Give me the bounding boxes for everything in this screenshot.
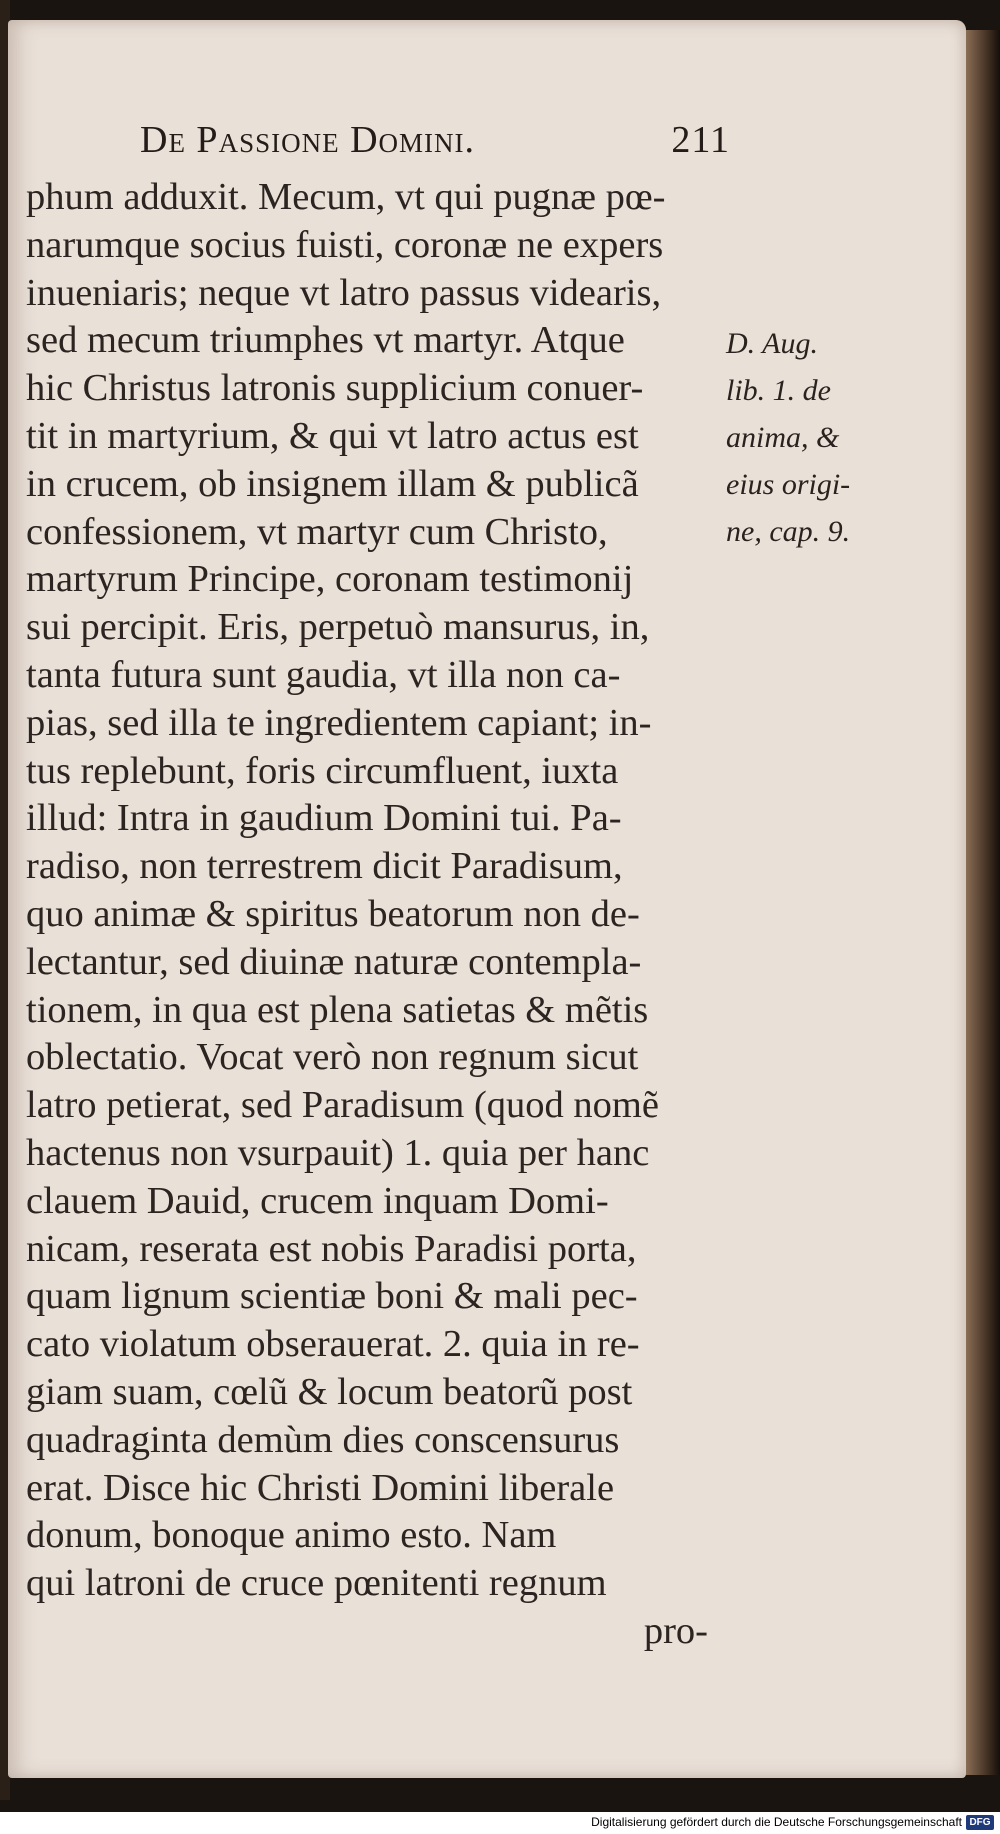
footer-bar [0, 1812, 1000, 1834]
text-line: oblectatio. Vocat verò non regnum sicut [26, 1036, 639, 1079]
text-line: qui latroni de cruce pœnitenti regnum [26, 1562, 607, 1605]
text-line: clauem Dauid, crucem inquam Domi- [26, 1179, 609, 1222]
text-line: in crucem, ob insignem illam & publicã [26, 462, 639, 505]
text-line: quadraginta demùm dies conscensurus [26, 1418, 620, 1461]
marginal-note-line: lib. 1. de [726, 374, 831, 407]
text-line: latro petierat, sed Paradisum (quod nomẽ [26, 1084, 659, 1127]
text-line: tus replebunt, foris circumfluent, iuxta [26, 749, 619, 792]
body-text [26, 174, 730, 1656]
text-line: radiso, non terrestrem dicit Paradisum, [26, 845, 623, 888]
marginal-note-line: D. Aug. [726, 327, 818, 360]
text-line: quo animæ & spiritus beatorum non de- [26, 892, 640, 935]
text-line: giam suam, cœlũ & locum beatorũ post [26, 1370, 633, 1413]
text-line: nicam, reserata est nobis Paradisi porta, [26, 1227, 637, 1270]
marginal-note-line: anima, & [726, 421, 840, 454]
text-line: sed mecum triumphes vt martyr. Atque [26, 319, 625, 362]
marginal-note-line: ne, cap. 9. [726, 515, 851, 548]
text-line: phum adduxit. Mecum, vt qui pugnæ pœ- [26, 176, 666, 218]
text-line: lectantur, sed diuinæ naturæ contempla- [26, 940, 642, 983]
text-line: donum, bonoque animo esto. Nam [26, 1514, 557, 1557]
digitization-credit: Digitalisierung gefördert durch die Deutsche Forschungsgemeinschaft [591, 1815, 962, 1829]
dfg-logo: DFG [966, 1815, 994, 1830]
text-line: narumque socius fuisti, coronæ ne expers [26, 223, 664, 266]
page-block-edge [966, 30, 1000, 1775]
text-line: tionem, in qua est plena satietas & mẽtis [26, 988, 649, 1031]
text-line: hactenus non vsurpauit) 1. quia per hanc [26, 1131, 650, 1174]
text-line: quam lignum scientiæ boni & mali pec- [26, 1275, 638, 1318]
page-number: 211 [671, 119, 730, 161]
text-line: hic Christus latronis supplicium conuer- [26, 367, 644, 410]
marginal-note-line: eius origi- [726, 468, 851, 501]
page-header [140, 118, 730, 168]
text-line: pias, sed illa te ingredientem capiant; in- [26, 701, 652, 744]
text-line: inueniaris; neque vt latro passus videaris, [26, 271, 662, 314]
running-title: De Passione Domini. [140, 119, 476, 161]
catchword: pro- [643, 1609, 708, 1652]
text-line: erat. Disce hic Christi Domini liberale [26, 1466, 615, 1509]
text-line: sui percipit. Eris, perpetuò mansurus, in, [26, 606, 650, 649]
text-line: confessionem, vt martyr cum Christo, [26, 510, 608, 553]
marginal-note [726, 320, 886, 555]
text-line: tanta futura sunt gaudia, vt illa non ca- [26, 653, 621, 696]
text-line: cato violatum obserauerat. 2. quia in re- [26, 1323, 640, 1366]
text-line: illud: Intra in gaudium Domini tui. Pa- [26, 797, 622, 840]
text-line: martyrum Principe, coronam testimonij [26, 558, 634, 601]
text-line: tit in martyrium, & qui vt latro actus est [26, 414, 639, 457]
